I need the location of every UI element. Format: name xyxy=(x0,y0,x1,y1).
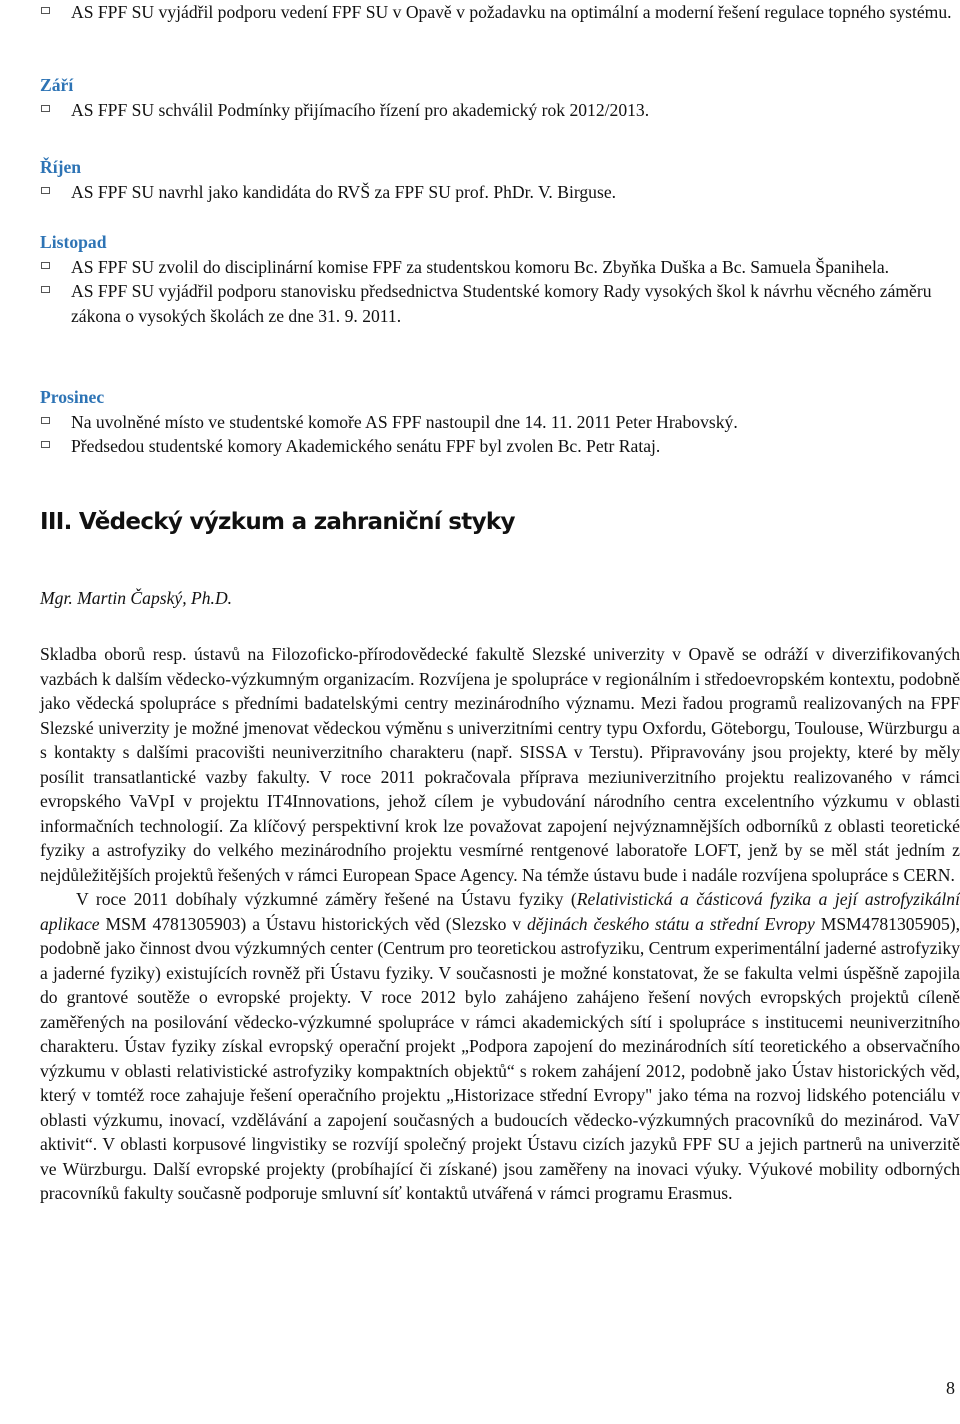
month-heading: Listopad xyxy=(40,232,107,252)
list-item: Na uvolněné místo ve studentské komoře AS FPF nastoupil dne 14. 11. 2011 Peter Hrabovský. xyxy=(40,410,960,435)
list-item: AS FPF SU zvolil do disciplinární komise FPF za studentskou komoru Bc. Zbyňka Duška a Bc. Samuela Španihela. xyxy=(40,255,960,280)
list-item: AS FPF SU schválil Podmínky přijímacího řízení pro akademický rok 2012/2013. xyxy=(40,98,960,123)
section-heading: III. Vědecký výzkum a zahraniční styky xyxy=(40,509,515,535)
list-item: Předsedou studentské komory Akademického senátu FPF byl zvolen Bc. Petr Rataj. xyxy=(40,434,960,459)
paragraph-text: MSM4781305905), podobně jako činnost dvou výzkumných center (Centrum pro teoretickou astrofyziku, Centrum experimentální jaderné astrofyziky a jaderné fyziky) existujících rovněž při Ústavu fyziky. V současnosti je možné konstatovat, že se fakulta velmi úspěšně zapojila do grantové soutěže o evropské projekty. V roce 2012 bylo zahájeno zahájeno řešení nových evropských projektů cíleně zaměřených na posilování vědecko-výzkumné spolupráce v rámci akademických sítí i spolupráce s institucemi neuniverzitního charakteru. Ústav fyziky získal evropský operační projekt „Podpora zapojení do mezinárodních sítí teoretického a observačního výzkumu v oblasti relativistické astrofyziky kompaktních objektů“ s rokem zahájení 2012, podobně jako Ústav historických věd, který v tomtéž roce zahajuje řešení operačního projektu „Historizace střední Evropy" jako téma na rozvoj lidského potenciálu v oblasti výzkumu, inovací, vzdělávání a zapojení současných a budoucích vědecko-výzkumných pracovníků do mezinárod. VaV aktivit“. V oblasti korpusové lingvistiky se rozvíjí společný projekt Ústavu cizích jazyků FPF SU a jejich partnerů na univerzitě ve Würzburgu. Další evropské projekty (probíhající či získané) jsou zaměřeny na inovaci výuky. Výukové mobility odborných pracovníků fakulty současně podporuje smluvní síť kontaktů utvářená v rámci programu Erasmus. xyxy=(40,913,960,1203)
paragraph-text: MSM 4781305903) a Ústavu historických věd (Slezsko v xyxy=(99,913,527,934)
month-block-december xyxy=(40,385,960,459)
bullet-block-top xyxy=(40,0,960,25)
section-body xyxy=(40,642,960,1206)
body-paragraph-2 xyxy=(40,887,960,1206)
month-heading: Září xyxy=(40,75,74,95)
project-title-italic: Relativistická a částicová fyzika a její astrofyzikální aplikace xyxy=(40,889,960,934)
month-block-september xyxy=(40,73,960,122)
list-item: AS FPF SU vyjádřil podporu stanovisku předsednictva Studentské komory Rady vysokých škol k návrhu věcného záměru zákona o vysokých školách ze dne 31. 9. 2011. xyxy=(40,279,960,328)
list-item: AS FPF SU navrhl jako kandidáta do RVŠ za FPF SU prof. PhDr. V. Birguse. xyxy=(40,180,960,205)
month-heading: Prosinec xyxy=(40,387,105,407)
list-item: AS FPF SU vyjádřil podporu vedení FPF SU v Opavě v požadavku na optimální a moderní řešení regulace topného systému. xyxy=(40,0,960,25)
project-title-italic: dějinách českého státu a střední Evropy xyxy=(527,913,815,934)
month-block-october xyxy=(40,155,960,204)
body-paragraph-1: Skladba oborů resp. ústavů na Filozoficko-přírodovědecké fakultě Slezské univerzity v Opavě se odráží v diverzifikovaných vazbách k dalším vědecko-výzkumným organizacím. Rozvíjena je spolupráce v regionálním i středoevropském kontextu, podobně jako vědecká spolupráce s předními badatelskými centry mezinárodního významu. Mezi řadou programů realizovaných na FPF Slezské univerzity je možné jmenovat vědeckou výměnu s univerzitními centry typu Oxfordu, Göteborgu, Toulouse, Würzburgu a s kontakty s dalšími pracovišti neuniverzitního charakteru (např. SISSA v Terstu). Připravovány jsou projekty, které by měly posílit transatlantické vazby fakulty. V roce 2011 pokračovala příprava meziuniverzitního projektu realizovaného v rámci evropského VaVpI v projektu IT4Innovations, jehož cílem je vybudování národního centra excelentního výzkumu v oblasti informačních technologií. Za klíčový perspektivní krok lze považovat zapojení nejvýznamnějších odborníků z oblasti teoretické fyziky a astrofyziky do velkého mezinárodního projektu vesmírné rentgenové laboratoře LOFT, jenž by se měl stát jedním z nejdůležitějších projektů řešených v rámci European Space Agency. Na témže ústavu bude i nadále rozvíjena spolupráce s CERN. xyxy=(40,644,960,885)
section-author: Mgr. Martin Čapský, Ph.D. xyxy=(40,588,233,608)
month-heading: Říjen xyxy=(40,157,82,177)
paragraph-text: V roce 2011 dobíhaly výzkumné záměry řešené na Ústavu fyziky ( xyxy=(76,889,577,909)
page-number: 8 xyxy=(946,1378,955,1398)
month-block-november xyxy=(40,230,960,328)
